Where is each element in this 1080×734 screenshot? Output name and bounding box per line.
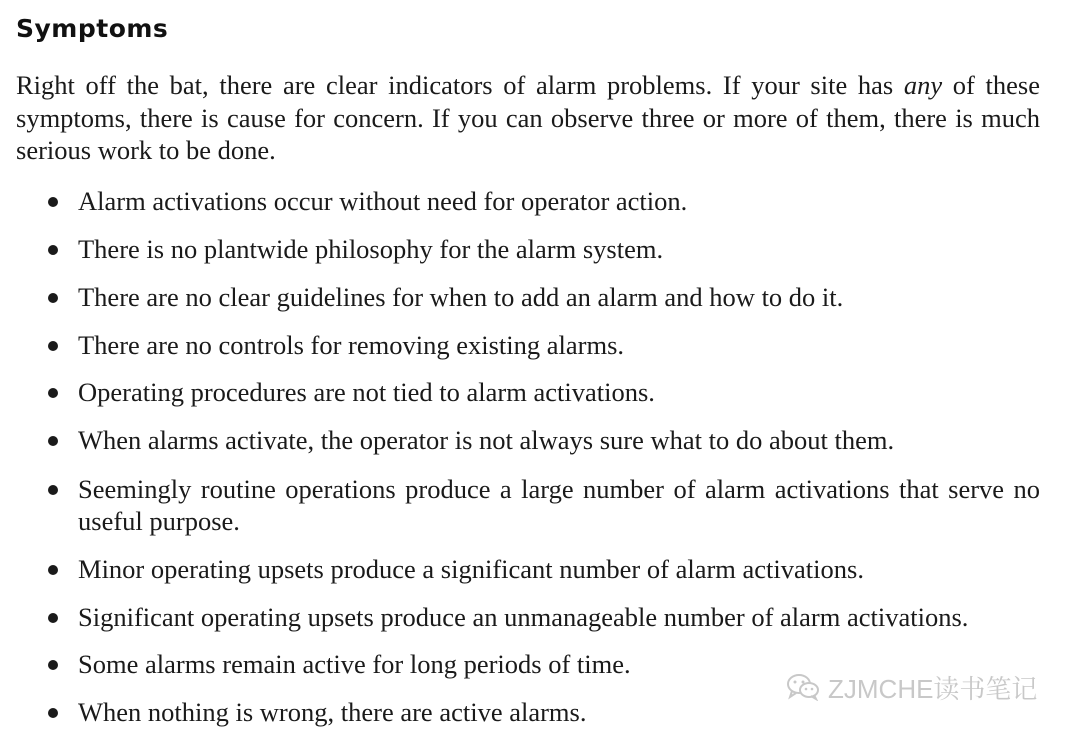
- list-item-text: Significant operating upsets produce an unmanageable number of alarm activations.: [78, 602, 969, 632]
- intro-text-start: Right off the bat, there are clear indicators of alarm problems. If your site has: [16, 70, 904, 100]
- bullet-icon: [48, 565, 58, 575]
- list-item-text: Minor operating upsets produce a significant number of alarm activations.: [78, 554, 864, 584]
- list-item-text: There are no clear guidelines for when to add an alarm and how to do it.: [78, 282, 844, 312]
- section-heading: Symptoms: [16, 14, 169, 43]
- list-item: [48, 185, 1040, 217]
- bullet-icon: [48, 660, 58, 670]
- list-item: [48, 424, 1040, 456]
- list-item: [48, 329, 1040, 361]
- wechat-icon: [786, 673, 820, 701]
- bullet-icon: [48, 613, 58, 623]
- list-item: [48, 281, 1040, 313]
- bullet-icon: [48, 708, 58, 718]
- bullet-icon: [48, 293, 58, 303]
- list-item: [48, 473, 1040, 537]
- bullet-icon: [48, 245, 58, 255]
- intro-emphasis: any: [903, 70, 943, 100]
- bullet-icon: [48, 485, 58, 495]
- bullet-icon: [48, 388, 58, 398]
- list-item: [48, 233, 1040, 265]
- list-item-text: When alarms activate, the operator is not always sure what to do about them.: [78, 425, 895, 455]
- list-item-text: When nothing is wrong, there are active alarms.: [78, 697, 587, 727]
- list-item: [48, 553, 1040, 585]
- bullet-icon: [48, 197, 58, 207]
- list-item: [48, 601, 1040, 633]
- list-item-text: Operating procedures are not tied to alarm activations.: [78, 377, 655, 407]
- list-item-text: There is no plantwide philosophy for the alarm system.: [78, 234, 664, 264]
- list-item-text: There are no controls for removing existing alarms.: [78, 330, 625, 360]
- bullet-icon: [48, 341, 58, 351]
- watermark-text: ZJMCHE读书笔记: [828, 673, 1038, 704]
- list-item-text: Some alarms remain active for long periods of time.: [78, 649, 631, 679]
- list-item-text: Alarm activations occur without need for operator action.: [78, 186, 688, 216]
- list-item-text: Seemingly routine operations produce a large number of alarm activations that serve no useful purpose.: [78, 474, 1040, 536]
- watermark: [786, 672, 1037, 702]
- list-item: [48, 376, 1040, 408]
- intro-text-end: of these symptoms, there is cause for concern. If you can observe three or more of them, there is much serious work to be done.: [16, 70, 1040, 165]
- bullet-icon: [48, 436, 58, 446]
